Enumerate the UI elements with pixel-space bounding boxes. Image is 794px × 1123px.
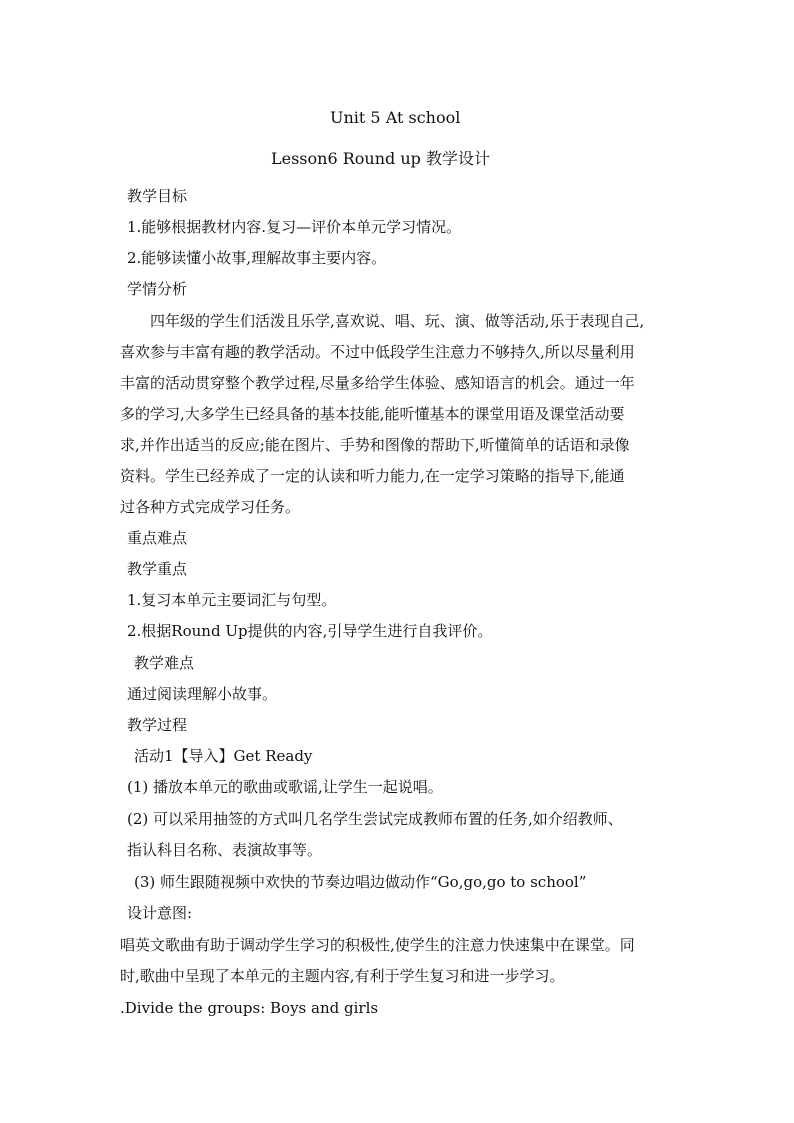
section-difficult-heading: 教学难点 [134,654,195,672]
process-step-1: (1) 播放本单元的歌曲或歌谣,让学生一起说唱。 [127,778,443,796]
analysis-line-1: 四年级的学生们活泼且乐学,喜欢说、唱、玩、演、做等活动,乐于表现自己, [150,312,645,330]
objective-item-1: 1.能够根据教材内容.复习—评价本单元学习情况。 [127,218,462,236]
analysis-line-4: 多的学习,大多学生已经具备的基本技能,能听懂基本的课堂用语及课堂活动要 [120,405,625,423]
design-intent-line-2: 时,歌曲中呈现了本单元的主题内容,有利于学生复习和进一步学习。 [120,967,565,985]
key-item-2: 2.根据Round Up提供的内容,引导学生进行自我评价。 [127,622,493,640]
section-key-heading: 教学重点 [127,560,188,578]
objective-item-2: 2.能够读懂小故事,理解故事主要内容。 [127,249,387,267]
process-step-3: (3) 师生跟随视频中欢快的节奏边唱边做动作“Go,go,go to school” [134,873,587,891]
title-lesson: Lesson6 Round up 教学设计 [271,149,490,168]
design-intent-line-1: 唱英文歌曲有助于调动学生学习的积极性,使学生的注意力快速集中在课堂。同 [120,936,635,954]
difficult-item-1: 通过阅读理解小故事。 [127,685,278,703]
section-key-difficult-heading: 重点难点 [127,529,188,547]
section-analysis-heading: 学情分析 [127,280,188,298]
analysis-line-5: 求,并作出适当的反应;能在图片、手势和图像的帮助下,听懂简单的话语和录像 [120,436,630,454]
divide-groups-line: .Divide the groups: Boys and girls [120,999,379,1017]
analysis-line-7: 过各种方式完成学习任务。 [120,498,301,516]
analysis-line-2: 喜欢参与丰富有趣的教学活动。不过中低段学生注意力不够持久,所以尽量利用 [120,343,635,361]
analysis-line-6: 资料。学生已经养成了一定的认读和听力能力,在一定学习策略的指导下,能通 [120,467,625,485]
section-process-heading: 教学过程 [127,716,188,734]
section-objectives-heading: 教学目标 [127,187,188,205]
process-step-2-line-2: 指认科目名称、表演故事等。 [127,841,323,859]
activity-1-heading: 活动1【导入】Get Ready [134,747,313,765]
title-unit: Unit 5 At school [330,108,461,127]
analysis-line-3: 丰富的活动贯穿整个教学过程,尽量多给学生体验、感知语言的机会。通过一年 [120,374,635,392]
key-item-1: 1.复习本单元主要词汇与句型。 [127,591,337,609]
process-step-2-line-1: (2) 可以采用抽签的方式叫几名学生尝试完成教师布置的任务,如介绍教师、 [127,810,623,828]
design-intent-label: 设计意图: [127,904,193,922]
